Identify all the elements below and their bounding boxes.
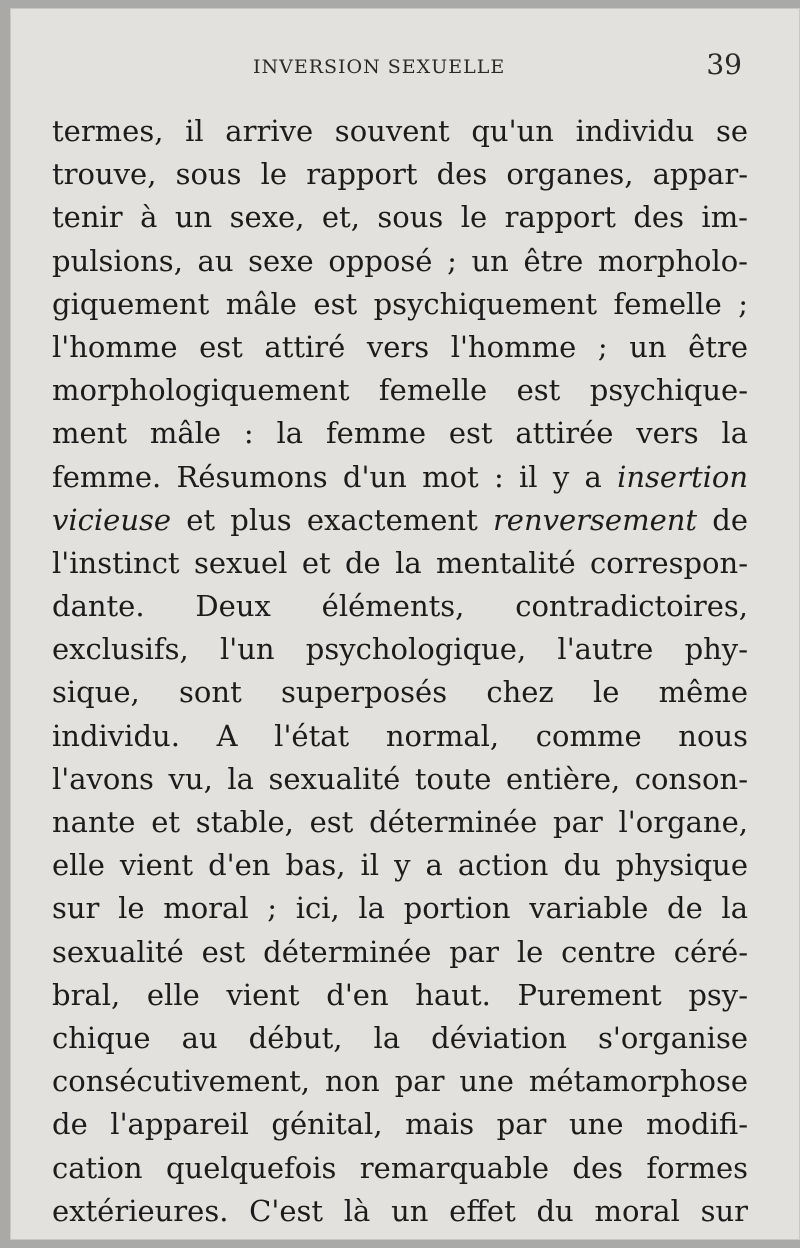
text-line: extérieures. C'est là un effet du moral sur	[52, 1193, 748, 1228]
text-line: dante. Deux éléments, contradictoires,	[52, 589, 748, 624]
text-line: tenir à un sexe, et, sous le rapport des im-	[52, 200, 748, 235]
text-line: bral, elle vient d'en haut. Purement psy-	[52, 977, 748, 1012]
italic-term: renversement	[492, 502, 698, 537]
text-line: sexualité est déterminée par le centre céré-	[52, 934, 748, 969]
page-number: 39	[706, 48, 742, 81]
text-segment: femme. Résumons d'un mot : il y a	[52, 459, 602, 494]
text-line: cation quelquefois remarquable des formes	[52, 1150, 748, 1185]
text-line: termes, il arrive souvent qu'un individu se	[52, 114, 748, 148]
text-line-with-italic	[52, 456, 748, 499]
text-line: sique, sont superposés chez le même	[52, 675, 748, 710]
text-line: sur le moral ; ici, la portion variable de la	[52, 891, 748, 926]
text-line: morphologiquement femelle est psychique-	[52, 373, 748, 408]
text-line: consécutivement, non par une métamorphose	[52, 1064, 748, 1099]
italic-term: vicieuse	[52, 502, 172, 537]
text-line: pulsions, au sexe opposé ; un être morpholo-	[52, 243, 748, 278]
page-header	[10, 48, 800, 88]
text-line: l'instinct sexuel et de la mentalité correspon-	[52, 545, 748, 580]
text-segment: et plus exactement	[186, 502, 478, 537]
text-line: l'avons vu, la sexualité toute entière, conson-	[52, 761, 748, 796]
text-line: nante et stable, est déterminée par l'organe,	[52, 805, 748, 839]
text-line: trouve, sous le rapport des organes, appar-	[52, 157, 748, 192]
book-page	[10, 8, 800, 1240]
text-line: exclusifs, l'un psychologique, l'autre phy-	[52, 632, 748, 667]
text-line: elle vient d'en bas, il y a action du physique	[52, 848, 748, 883]
text-segment: de	[712, 502, 749, 537]
text-line: individu. A l'état normal, comme nous	[52, 718, 748, 753]
text-line: giquement mâle est psychiquement femelle ;	[52, 286, 748, 321]
text-line-with-italic	[52, 499, 748, 542]
running-head: INVERSION SEXUELLE	[253, 56, 506, 78]
body-text	[52, 110, 748, 1233]
text-line: l'homme est attiré vers l'homme ; un être	[52, 329, 748, 364]
text-line: ment mâle : la femme est attirée vers la	[52, 416, 748, 451]
text-line: de l'appareil génital, mais par une modifi-	[52, 1107, 748, 1142]
italic-term: insertion	[617, 459, 749, 494]
text-line: chique au début, la déviation s'organise	[52, 1020, 748, 1055]
